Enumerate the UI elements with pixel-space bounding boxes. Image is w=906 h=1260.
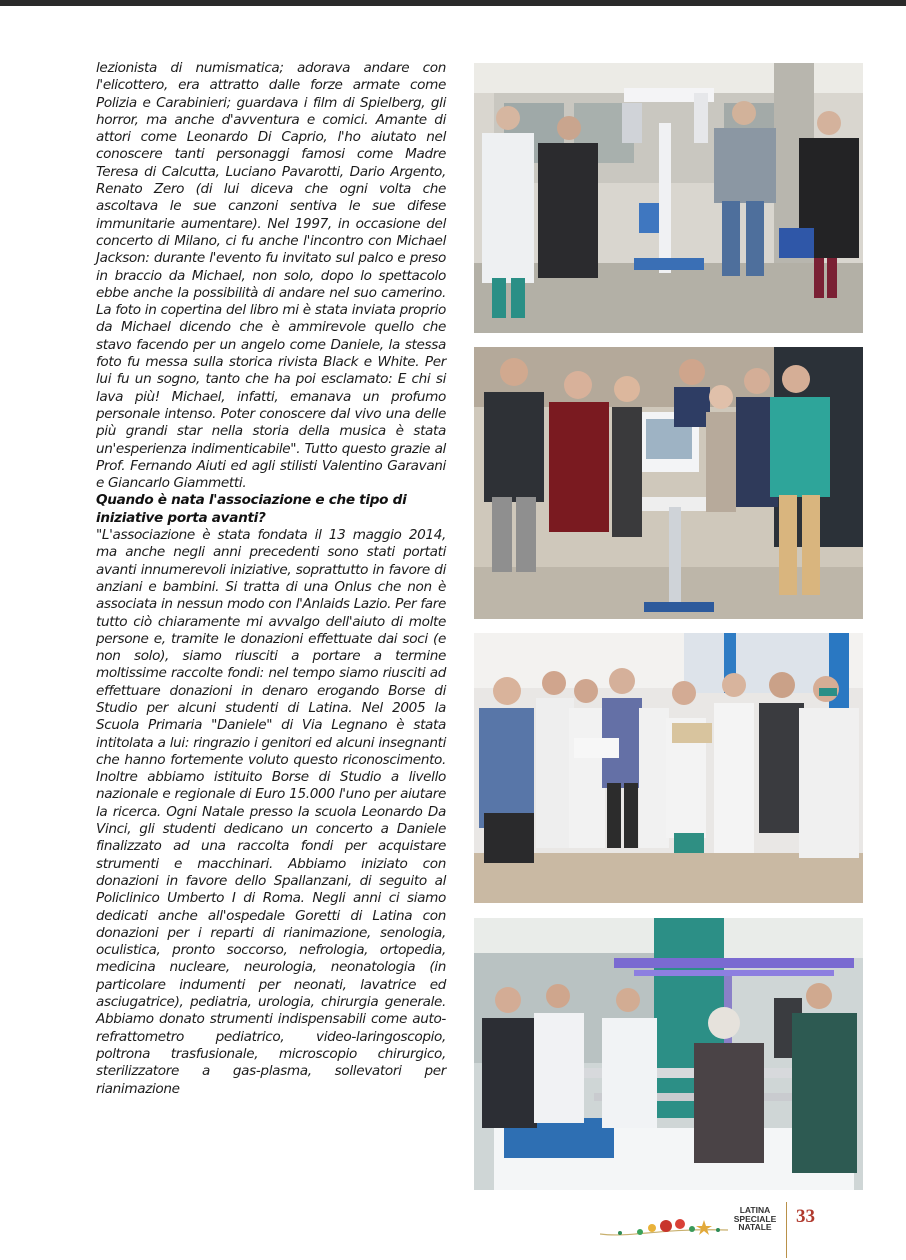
photo-icu-lift [474,918,863,1190]
brand-line-2: SPECIALE [733,1213,777,1224]
page-number: 33 [796,1206,815,1227]
christmas-decoration-icon [600,1208,728,1240]
footer-separator [786,1202,787,1258]
photo-refractometer-donation [474,347,863,619]
article-paragraph-1: lezionista di numismatica; adorava andare con l'elicottero, era attratto dalle forze armate come Polizia e Carabinieri; guardava i film di Spielberg, gli horror, ma anche d'avventura e comici. Amante di attori come Leonardo Di Caprio, l'ho aiutato nel conoscere tanti personaggi famosi come Madre Teresa di Calcutta, Luciano Pavarotti, Dario Argento, Renato Zero (di lui diceva che ogni volta che ascoltava le sue canzoni sentiva le sue difese immunitarie aumentare). Nel 1997, in occasione del concerto di Milano, ci fu anche l'incontro con Michael Jackson: durante l'evento fu invitato sul palco e preso in braccio da Michael, non solo, dopo lo spettacolo ebbe anche la possibilità di andare nel suo camerino. La foto in copertina del libro mi è stata inviata proprio da Michael dicendo che è ammirevole quello che stavo facendo per un angelo come Daniele, la stessa foto fu messa sulla storica rivista Black e White. Per lui fu un sogno, tanto che ha poi esclamato: E chi si lava più! Michael, infatti, emanava un profumo personale intenso. Poter conoscere dal vivo una delle più grandi star nella storia della musica è stata un'esperienza indimenticabile". Tutto questo grazie al Prof. Fernando Aiuti ed agli stilisti Valentino Garavani e Giancarlo Giammetti. [96,60,446,492]
article-column [96,60,446,1098]
magazine-brand [730,1206,780,1232]
photo-staff-group [474,633,863,903]
section-heading: Quando è nata l'associazione e che tipo di iniziative porta avanti? [96,492,407,526]
brand-line-3: NATALE [738,1222,772,1232]
photo-microscope-donation [474,63,863,333]
brand-line-1: LATINA [739,1205,771,1215]
page-footer [600,1198,906,1260]
article-paragraph-2: "L'associazione è stata fondata il 13 maggio 2014, ma anche negli anni precedenti sono stati portati avanti innumerevoli iniziative, soprattutto in favore di anziani e bambini. Si tratta di una Onlus che non è associata in nessun modo con l'Anlaids Lazio. Per fare tutto ciò chiaramente mi avvalgo dell'aiuto di molte persone e, tramite le donazioni effettuate dai soci (e non solo), siamo riusciti a portare a termine moltissime raccolte fondi: nel tempo siamo riusciti ad effettuare donazioni in denaro erogando Borse di Studio per alcuni studenti di Latina. Nel 2005 la Scuola Primaria "Daniele" di Via Legnano è stata intitolata a lui: ringrazio i genitori ed alcuni insegnanti che hanno fortemente voluto questo riconoscimento. Inoltre abbiamo istituito Borse di Studio a livello nazionale e regionale di Euro 15.000 l'uno per aiutare la ricerca. Ogni Natale presso la scuola Leonardo Da Vinci, gli studenti dedicano un concerto a Daniele finalizzato ad una raccolta fondi per acquistare strumenti e macchinari. Abbiamo iniziato con donazioni in favore dello Spallanzani, di seguito al Policlinico Umberto I di Roma. Negli anni ci siamo dedicati anche all'ospedale Goretti di Latina con donazioni per i reparti di rianimazione, senologia, oculistica, pronto soccorso, nefrologia, ortopedia, medicina nucleare, neurologia, neonatologia (in particolare indumenti per neonati, lavatrice ed asciugatrice), pediatria, urologia, chirurgia generale. Abbiamo donato strumenti indispensabili come auto-refrattometro pediatrico, video-laringoscopio, poltrona trasfusionale, microscopio chirurgico, sterilizzatore a gas-plasma, sollevatori per rianimazione [96,527,446,1097]
top-border [0,0,906,6]
